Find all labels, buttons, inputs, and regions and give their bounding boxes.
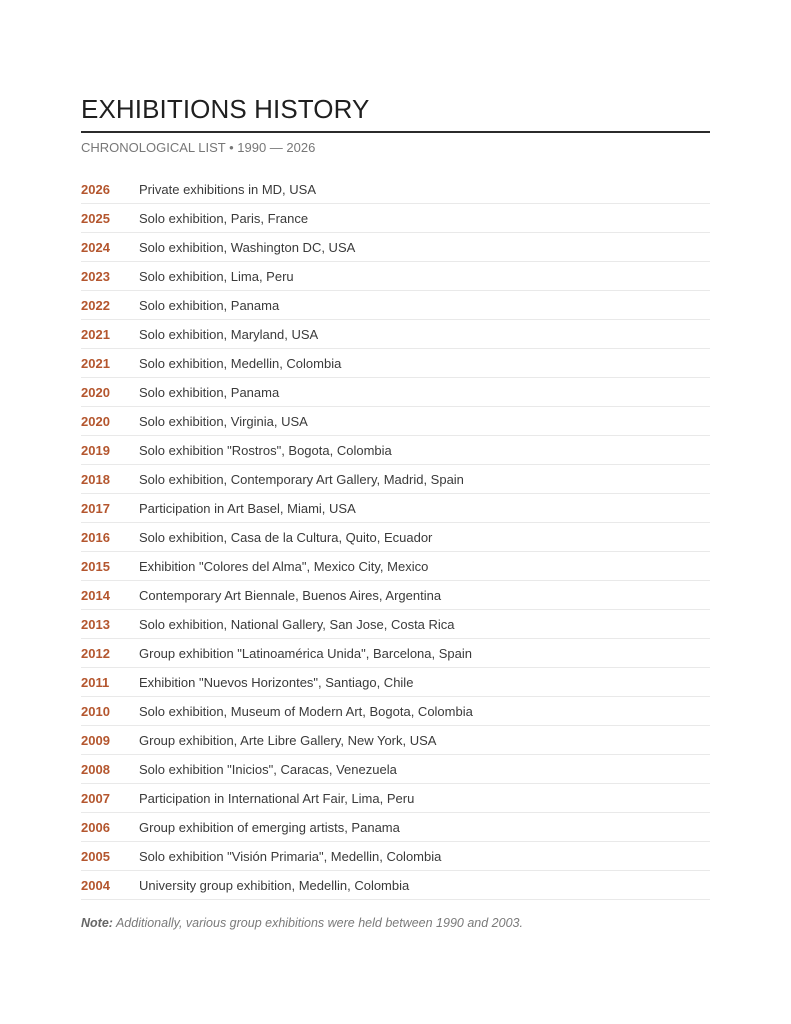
exhibition-description: Group exhibition of emerging artists, Panama [139,819,400,835]
exhibition-row [81,494,710,523]
exhibition-year: 2010 [81,703,110,719]
exhibition-year: 2015 [81,558,110,574]
footnote-label: Note: [81,916,113,930]
page-subtitle: CHRONOLOGICAL LIST • 1990 — 2026 [81,140,316,155]
exhibition-row [81,465,710,494]
exhibition-year: 2019 [81,442,110,458]
exhibition-row [81,378,710,407]
exhibition-description: Solo exhibition "Rostros", Bogota, Colombia [139,442,392,458]
exhibition-row [81,175,710,204]
exhibition-row [81,349,710,378]
exhibition-year: 2005 [81,848,110,864]
title-divider [81,131,710,133]
exhibition-description: Solo exhibition, Casa de la Cultura, Quito, Ecuador [139,529,433,545]
exhibition-row [81,262,710,291]
exhibition-description: Exhibition "Nuevos Horizontes", Santiago, Chile [139,674,414,690]
exhibition-year: 2009 [81,732,110,748]
exhibition-year: 2026 [81,181,110,197]
exhibition-year: 2017 [81,500,110,516]
exhibition-list [81,175,710,900]
exhibition-year: 2008 [81,761,110,777]
exhibition-year: 2006 [81,819,110,835]
exhibition-row [81,755,710,784]
exhibition-description: Exhibition "Colores del Alma", Mexico City, Mexico [139,558,429,574]
exhibition-description: Solo exhibition "Inicios", Caracas, Venezuela [139,761,397,777]
exhibition-description: Solo exhibition, Paris, France [139,210,309,226]
exhibition-row [81,610,710,639]
exhibition-row [81,726,710,755]
exhibition-row [81,204,710,233]
exhibition-description: Solo exhibition, Maryland, USA [139,326,319,342]
exhibition-description: University group exhibition, Medellin, Colombia [139,877,410,893]
exhibition-year: 2025 [81,210,110,226]
exhibition-year: 2013 [81,616,110,632]
exhibition-description: Solo exhibition, Virginia, USA [139,413,308,429]
exhibition-year: 2021 [81,355,110,371]
exhibition-year: 2020 [81,384,110,400]
exhibition-description: Participation in Art Basel, Miami, USA [139,500,356,516]
exhibition-row [81,639,710,668]
exhibition-year: 2022 [81,297,110,313]
exhibition-row [81,668,710,697]
exhibition-year: 2014 [81,587,110,603]
exhibition-description: Solo exhibition, Medellin, Colombia [139,355,342,371]
exhibition-row [81,552,710,581]
footnote-text: Additionally, various group exhibitions were held between 1990 and 2003. [112,916,523,930]
exhibition-row [81,697,710,726]
exhibition-description: Solo exhibition, National Gallery, San Jose, Costa Rica [139,616,455,632]
exhibition-year: 2024 [81,239,110,255]
exhibition-year: 2012 [81,645,110,661]
exhibition-description: Participation in International Art Fair, Lima, Peru [139,790,415,806]
exhibition-description: Solo exhibition, Panama [139,297,280,313]
exhibition-year: 2023 [81,268,110,284]
exhibition-description: Solo exhibition, Lima, Peru [139,268,294,284]
exhibition-description: Group exhibition, Arte Libre Gallery, New York, USA [139,732,437,748]
exhibition-row [81,842,710,871]
exhibition-row [81,436,710,465]
footnote [81,916,523,930]
exhibition-year: 2004 [81,877,110,893]
exhibition-year: 2020 [81,413,110,429]
exhibition-description: Group exhibition "Latinoamérica Unida", Barcelona, Spain [139,645,472,661]
exhibition-year: 2011 [81,674,110,690]
exhibition-year: 2021 [81,326,110,342]
exhibition-description: Solo exhibition, Contemporary Art Gallery, Madrid, Spain [139,471,464,487]
exhibition-row [81,320,710,349]
exhibition-description: Contemporary Art Biennale, Buenos Aires, Argentina [139,587,442,603]
exhibition-row [81,871,710,900]
exhibition-year: 2018 [81,471,110,487]
exhibition-description: Solo exhibition, Washington DC, USA [139,239,356,255]
exhibition-year: 2007 [81,790,110,806]
exhibition-row [81,523,710,552]
exhibition-row [81,813,710,842]
exhibition-description: Solo exhibition "Visión Primaria", Medellin, Colombia [139,848,442,864]
exhibition-description: Solo exhibition, Museum of Modern Art, Bogota, Colombia [139,703,473,719]
exhibition-description: Private exhibitions in MD, USA [139,181,317,197]
exhibition-row [81,581,710,610]
exhibition-row [81,407,710,436]
exhibition-year: 2016 [81,529,110,545]
exhibition-row [81,233,710,262]
exhibition-row [81,291,710,320]
exhibition-description: Solo exhibition, Panama [139,384,280,400]
page-title: EXHIBITIONS HISTORY [81,94,370,124]
exhibition-row [81,784,710,813]
